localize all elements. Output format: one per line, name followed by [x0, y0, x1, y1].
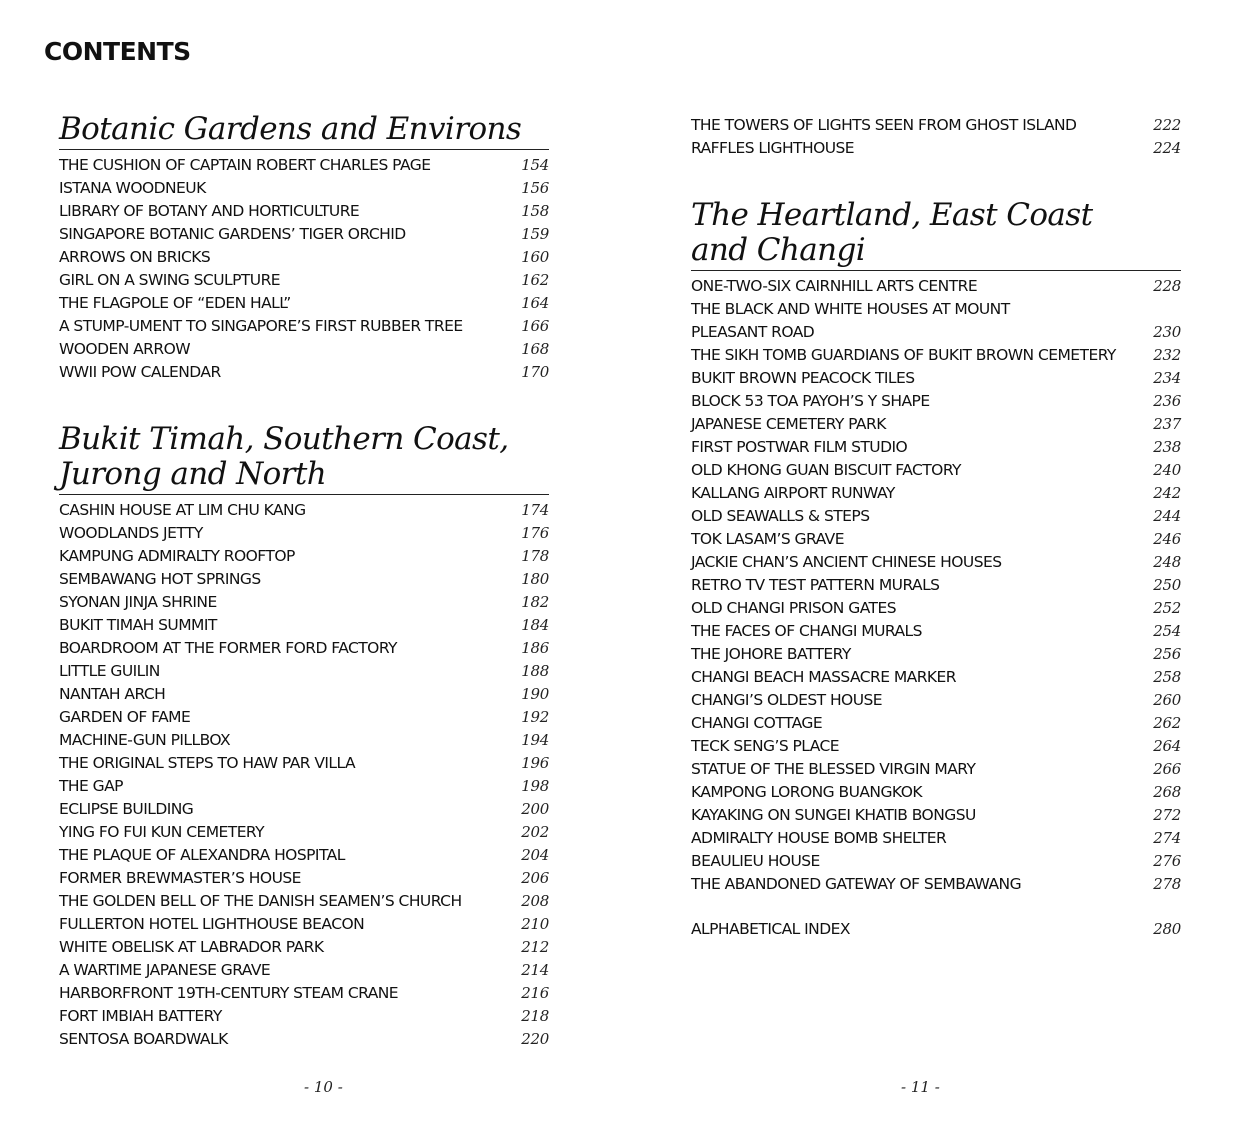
- entry-page-number: 222: [1153, 116, 1181, 134]
- toc-entry[interactable]: [691, 321, 1181, 344]
- toc-entry[interactable]: [691, 459, 1181, 482]
- section-title: [691, 198, 1181, 271]
- entry-page-number: 240: [1153, 461, 1181, 479]
- entry-page-number: 204: [521, 846, 549, 864]
- toc-entry[interactable]: [59, 499, 549, 522]
- toc-entry[interactable]: [691, 275, 1181, 298]
- toc-entry[interactable]: [59, 223, 549, 246]
- entry-page-number: 268: [1153, 783, 1181, 801]
- entry-title: CHANGI’S OLDEST HOUSE: [691, 691, 883, 709]
- entry-title: THE GAP: [59, 777, 123, 795]
- entry-title: BLOCK 53 TOA PAYOH’S Y SHAPE: [691, 392, 930, 410]
- entry-title: THE FACES OF CHANGI MURALS: [691, 622, 922, 640]
- entry-page-number: 184: [521, 616, 549, 634]
- toc-entry[interactable]: [691, 367, 1181, 390]
- entry-page-number: 218: [521, 1007, 549, 1025]
- toc-entry[interactable]: [59, 683, 549, 706]
- entry-page-number: 280: [1153, 920, 1181, 938]
- entry-page-number: 198: [521, 777, 549, 795]
- entry-page-number: 242: [1153, 484, 1181, 502]
- entry-title: BOARDROOM AT THE FORMER FORD FACTORY: [59, 639, 397, 657]
- entry-page-number: 212: [521, 938, 549, 956]
- entry-title: YING FO FUI KUN CEMETERY: [59, 823, 265, 841]
- entry-title: FULLERTON HOTEL LIGHTHOUSE BEACON: [59, 915, 365, 933]
- toc-entry[interactable]: [691, 344, 1181, 367]
- entry-title: THE GOLDEN BELL OF THE DANISH SEAMEN’S CHURCH: [59, 892, 462, 910]
- toc-entry[interactable]: [59, 821, 549, 844]
- entry-title: RETRO TV TEST PATTERN MURALS: [691, 576, 940, 594]
- section-bukit-timah: [59, 422, 549, 1051]
- entry-title: THE BLACK AND WHITE HOUSES AT MOUNT: [691, 300, 1010, 318]
- toc-entry[interactable]: [691, 597, 1181, 620]
- right-column: [691, 114, 1181, 941]
- entry-page-number: 160: [521, 248, 549, 266]
- toc-entry[interactable]: [59, 200, 549, 223]
- entry-title: JAPANESE CEMETERY PARK: [691, 415, 886, 433]
- entry-page-number: 272: [1153, 806, 1181, 824]
- entry-page-number: 258: [1153, 668, 1181, 686]
- entry-title: KALLANG AIRPORT RUNWAY: [691, 484, 895, 502]
- toc-entry[interactable]: [59, 361, 549, 384]
- entry-title: BUKIT TIMAH SUMMIT: [59, 616, 217, 634]
- entry-page-number: 178: [521, 547, 549, 565]
- entry-title: KAMPUNG ADMIRALTY ROOFTOP: [59, 547, 295, 565]
- entry-page-number: 208: [521, 892, 549, 910]
- toc-entry[interactable]: [691, 505, 1181, 528]
- entry-page-number: 196: [521, 754, 549, 772]
- toc-entry[interactable]: [691, 850, 1181, 873]
- entry-title: OLD CHANGI PRISON GATES: [691, 599, 896, 617]
- toc-entry[interactable]: [691, 574, 1181, 597]
- entry-page-number: 238: [1153, 438, 1181, 456]
- entry-page-number: 264: [1153, 737, 1181, 755]
- toc-entry[interactable]: [59, 1005, 549, 1028]
- entry-title: RAFFLES LIGHTHOUSE: [691, 139, 855, 157]
- entry-title: PLEASANT ROAD: [691, 323, 815, 341]
- entry-page-number: 162: [521, 271, 549, 289]
- toc-entry[interactable]: [691, 781, 1181, 804]
- toc-list: [59, 495, 549, 1051]
- entry-title: ISTANA WOODNEUK: [59, 179, 206, 197]
- toc-entry[interactable]: [59, 959, 549, 982]
- entry-page-number: 278: [1153, 875, 1181, 893]
- entry-title: ECLIPSE BUILDING: [59, 800, 194, 818]
- entry-title: MACHINE-GUN PILLBOX: [59, 731, 231, 749]
- toc-entry[interactable]: [59, 798, 549, 821]
- toc-entry[interactable]: [59, 568, 549, 591]
- toc-entry[interactable]: [691, 551, 1181, 574]
- toc-entry[interactable]: [59, 545, 549, 568]
- entry-page-number: 176: [521, 524, 549, 542]
- entry-page-number: 246: [1153, 530, 1181, 548]
- entry-page-number: 236: [1153, 392, 1181, 410]
- page-number-left: - 10 -: [304, 1078, 343, 1096]
- toc-entry[interactable]: [59, 706, 549, 729]
- toc-entry[interactable]: [59, 913, 549, 936]
- entry-page-number: 192: [521, 708, 549, 726]
- entry-title: ARROWS ON BRICKS: [59, 248, 211, 266]
- entry-page-number: 262: [1153, 714, 1181, 732]
- entry-title: FORT IMBIAH BATTERY: [59, 1007, 222, 1025]
- toc-entry[interactable]: [691, 390, 1181, 413]
- toc-entry[interactable]: [691, 827, 1181, 850]
- toc-entry[interactable]: [59, 637, 549, 660]
- entry-title: BEAULIEU HOUSE: [691, 852, 820, 870]
- toc-entry[interactable]: [691, 114, 1181, 137]
- entry-page-number: 154: [521, 156, 549, 174]
- entry-title: TOK LASAM’S GRAVE: [691, 530, 844, 548]
- toc-entry[interactable]: [691, 643, 1181, 666]
- toc-entry[interactable]: [59, 890, 549, 913]
- toc-list: [59, 150, 549, 384]
- toc-entry[interactable]: [59, 614, 549, 637]
- entry-page-number: 170: [521, 363, 549, 381]
- entry-title: THE ORIGINAL STEPS TO HAW PAR VILLA: [59, 754, 356, 772]
- toc-entry[interactable]: [59, 246, 549, 269]
- toc-entry[interactable]: [59, 315, 549, 338]
- section-title-line: and Changi: [691, 232, 866, 268]
- entry-page-number: 180: [521, 570, 549, 588]
- entry-page-number: 159: [521, 225, 549, 243]
- entry-page-number: 186: [521, 639, 549, 657]
- toc-entry[interactable]: [59, 982, 549, 1005]
- entry-page-number: 158: [521, 202, 549, 220]
- toc-list-continued: [691, 114, 1181, 160]
- toc-entry[interactable]: [691, 712, 1181, 735]
- entry-page-number: 214: [521, 961, 549, 979]
- toc-entry[interactable]: [59, 936, 549, 959]
- toc-entry[interactable]: [691, 735, 1181, 758]
- entry-title: WWII POW CALENDAR: [59, 363, 221, 381]
- entry-page-number: 244: [1153, 507, 1181, 525]
- toc-entry[interactable]: [59, 775, 549, 798]
- entry-title: OLD SEAWALLS & STEPS: [691, 507, 870, 525]
- entry-title: ALPHABETICAL INDEX: [691, 920, 850, 938]
- entry-title: NANTAH ARCH: [59, 685, 166, 703]
- entry-page-number: 206: [521, 869, 549, 887]
- entry-title: THE JOHORE BATTERY: [691, 645, 851, 663]
- entry-title: THE FLAGPOLE OF “EDEN HALL”: [59, 294, 291, 312]
- entry-page-number: 234: [1153, 369, 1181, 387]
- toc-entry[interactable]: [59, 338, 549, 361]
- entry-page-number: 228: [1153, 277, 1181, 295]
- toc-entry[interactable]: [59, 729, 549, 752]
- entry-page-number: 252: [1153, 599, 1181, 617]
- entry-title: LIBRARY OF BOTANY AND HORTICULTURE: [59, 202, 360, 220]
- left-column: [59, 112, 549, 1051]
- entry-title: WOODLANDS JETTY: [59, 524, 203, 542]
- entry-page-number: 210: [521, 915, 549, 933]
- section-title-line: The Heartland, East Coast: [691, 197, 1093, 233]
- section-title: [59, 112, 549, 150]
- entry-title: ONE-TWO-SIX CAIRNHILL ARTS CENTRE: [691, 277, 978, 295]
- entry-page-number: 276: [1153, 852, 1181, 870]
- entry-page-number: 230: [1153, 323, 1181, 341]
- entry-title: JACKIE CHAN’S ANCIENT CHINESE HOUSES: [691, 553, 1002, 571]
- entry-page-number: 202: [521, 823, 549, 841]
- entry-title: OLD KHONG GUAN BISCUIT FACTORY: [691, 461, 961, 479]
- entry-title: GIRL ON A SWING SCULPTURE: [59, 271, 281, 289]
- entry-title: A STUMP-UMENT TO SINGAPORE’S FIRST RUBBER TREE: [59, 317, 463, 335]
- toc-entry[interactable]: [691, 137, 1181, 160]
- toc-entry[interactable]: [691, 528, 1181, 551]
- entry-title: THE SIKH TOMB GUARDIANS OF BUKIT BROWN CEMETERY: [691, 346, 1116, 364]
- toc-entry[interactable]: [59, 591, 549, 614]
- toc-entry[interactable]: [691, 413, 1181, 436]
- entry-title: KAMPONG LORONG BUANGKOK: [691, 783, 922, 801]
- entry-page-number: 266: [1153, 760, 1181, 778]
- section-botanic-gardens: [59, 112, 549, 384]
- entry-title: CHANGI BEACH MASSACRE MARKER: [691, 668, 957, 686]
- toc-entry[interactable]: [691, 666, 1181, 689]
- entry-page-number: 166: [521, 317, 549, 335]
- entry-page-number: 182: [521, 593, 549, 611]
- entry-title: THE PLAQUE OF ALEXANDRA HOSPITAL: [59, 846, 345, 864]
- toc-entry[interactable]: [59, 844, 549, 867]
- toc-entry[interactable]: [59, 660, 549, 683]
- toc-entry[interactable]: [59, 269, 549, 292]
- entry-page-number: 190: [521, 685, 549, 703]
- section-title-line: Botanic Gardens and Environs: [59, 111, 522, 147]
- section-heartland: [691, 198, 1181, 896]
- entry-page-number: 220: [521, 1030, 549, 1048]
- page-number-right: - 11 -: [901, 1078, 940, 1096]
- toc-entry[interactable]: [691, 620, 1181, 643]
- entry-title: SYONAN JINJA SHRINE: [59, 593, 217, 611]
- toc-entry[interactable]: [59, 154, 549, 177]
- entry-page-number: 188: [521, 662, 549, 680]
- entry-title: THE TOWERS OF LIGHTS SEEN FROM GHOST ISLAND: [691, 116, 1077, 134]
- entry-page-number: 200: [521, 800, 549, 818]
- toc-entry[interactable]: [59, 1028, 549, 1051]
- entry-page-number: 224: [1153, 139, 1181, 157]
- toc-entry[interactable]: [691, 298, 1181, 321]
- contents-heading: CONTENTS: [44, 37, 191, 66]
- toc-entry[interactable]: [691, 758, 1181, 781]
- toc-entry-index[interactable]: [691, 918, 1181, 941]
- entry-title: THE CUSHION OF CAPTAIN ROBERT CHARLES PAGE: [59, 156, 431, 174]
- toc-entry[interactable]: [59, 867, 549, 890]
- toc-entry[interactable]: [59, 522, 549, 545]
- entry-title: THE ABANDONED GATEWAY OF SEMBAWANG: [691, 875, 1022, 893]
- entry-page-number: 254: [1153, 622, 1181, 640]
- entry-title: WOODEN ARROW: [59, 340, 191, 358]
- entry-page-number: 168: [521, 340, 549, 358]
- entry-page-number: 164: [521, 294, 549, 312]
- entry-title: FIRST POSTWAR FILM STUDIO: [691, 438, 908, 456]
- toc-entry[interactable]: [691, 689, 1181, 712]
- section-title-line: Jurong and North: [59, 456, 327, 492]
- section-title: [59, 422, 549, 495]
- entry-title: SENTOSA BOARDWALK: [59, 1030, 228, 1048]
- toc-entry[interactable]: [59, 292, 549, 315]
- entry-page-number: 248: [1153, 553, 1181, 571]
- entry-title: SINGAPORE BOTANIC GARDENS’ TIGER ORCHID: [59, 225, 406, 243]
- entry-title: FORMER BREWMASTER’S HOUSE: [59, 869, 301, 887]
- entry-title: GARDEN OF FAME: [59, 708, 191, 726]
- toc-entry[interactable]: [59, 752, 549, 775]
- entry-title: CASHIN HOUSE AT LIM CHU KANG: [59, 501, 306, 519]
- toc-entry[interactable]: [691, 873, 1181, 896]
- entry-title: STATUE OF THE BLESSED VIRGIN MARY: [691, 760, 976, 778]
- toc-entry[interactable]: [691, 482, 1181, 505]
- entry-page-number: 156: [521, 179, 549, 197]
- entry-title: CHANGI COTTAGE: [691, 714, 823, 732]
- toc-entry[interactable]: [691, 804, 1181, 827]
- entry-title: LITTLE GUILIN: [59, 662, 160, 680]
- toc-entry[interactable]: [59, 177, 549, 200]
- toc-list: [691, 271, 1181, 896]
- entry-title: BUKIT BROWN PEACOCK TILES: [691, 369, 915, 387]
- entry-page-number: 174: [521, 501, 549, 519]
- entry-title: WHITE OBELISK AT LABRADOR PARK: [59, 938, 324, 956]
- entry-page-number: 232: [1153, 346, 1181, 364]
- entry-page-number: 237: [1153, 415, 1181, 433]
- entry-title: A WARTIME JAPANESE GRAVE: [59, 961, 271, 979]
- toc-entry[interactable]: [691, 436, 1181, 459]
- entry-title: KAYAKING ON SUNGEI KHATIB BONGSU: [691, 806, 976, 824]
- entry-title: HARBORFRONT 19TH-CENTURY STEAM CRANE: [59, 984, 399, 1002]
- entry-page-number: 260: [1153, 691, 1181, 709]
- entry-title: ADMIRALTY HOUSE BOMB SHELTER: [691, 829, 947, 847]
- section-title-line: Bukit Timah, Southern Coast,: [59, 421, 509, 457]
- entry-title: SEMBAWANG HOT SPRINGS: [59, 570, 261, 588]
- entry-title: TECK SENG’S PLACE: [691, 737, 840, 755]
- entry-page-number: 216: [521, 984, 549, 1002]
- entry-page-number: 256: [1153, 645, 1181, 663]
- entry-page-number: 194: [521, 731, 549, 749]
- entry-page-number: 274: [1153, 829, 1181, 847]
- entry-page-number: 250: [1153, 576, 1181, 594]
